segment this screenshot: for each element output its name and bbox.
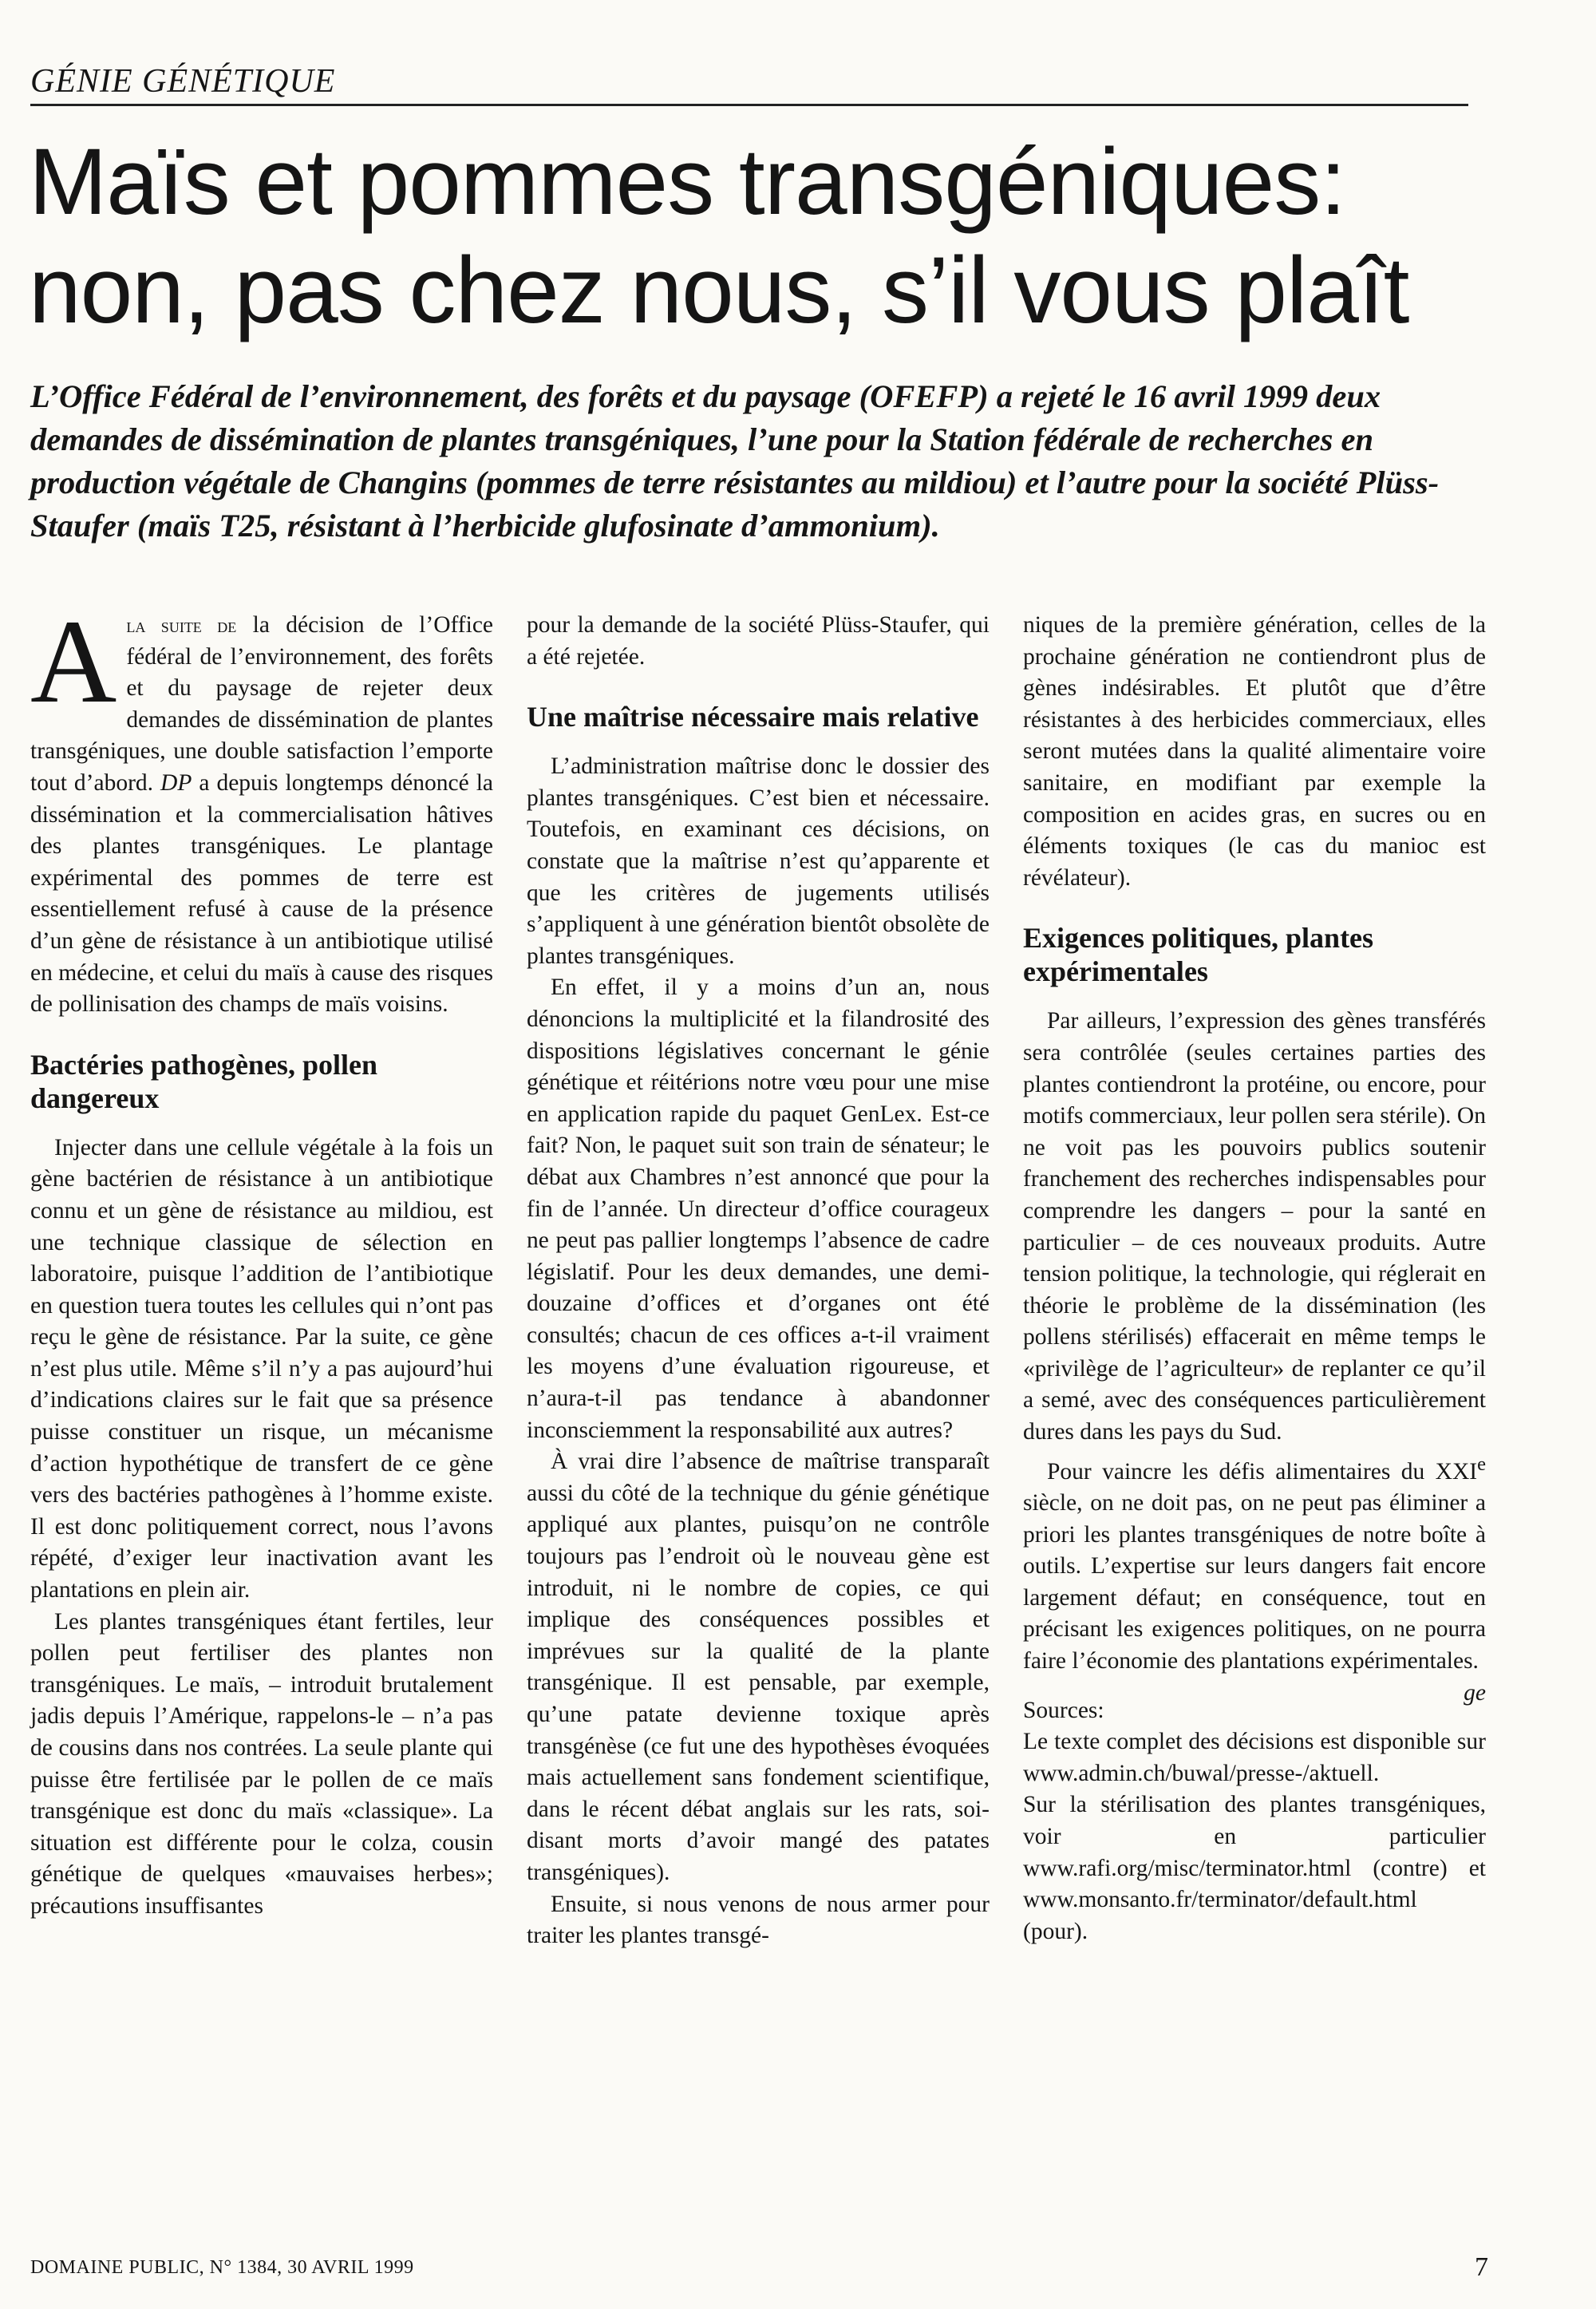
paragraph	[30, 595, 494, 1021]
article-title	[29, 128, 1545, 345]
author-signature: ge	[1464, 1679, 1486, 1706]
smallcaps-opening: la suite de	[126, 614, 237, 637]
source-item: Sur la stérilisation des plantes transgéniques, voir en particulier www.rafi.org/misc/terminator.html (contre) et www.monsanto.fr/terminator/default.html (pour).	[1023, 1792, 1486, 1944]
title-line-2: non, pas chez nous, s’il vous plaît	[29, 238, 1409, 343]
paragraph: niques de la première génération, celles de la prochaine génération ne contiendront plus de gènes indésirables. Et plutôt que d’être résistantes à des herbicides commerciaux, elles seront mutées dans la qualité alimentaire voire sanitaire, en modifiant par exemple la composition en acides gras, en sucres ou en éléments toxiques (le cas du manioc est révélateur).	[1023, 612, 1486, 891]
title-line-1: Maïs et pommes transgéniques:	[29, 129, 1346, 235]
paragraph: Ensuite, si nous venons de nous armer pour traiter les plantes transgé-	[527, 1891, 990, 1949]
column-2	[527, 610, 990, 1952]
paragraph: pour la demande de la société Plüss-Staufer, qui a été rejetée.	[527, 612, 990, 670]
superscript: e	[1477, 1453, 1486, 1475]
footer-publication: DOMAINE PUBLIC, N° 1384, 30 AVRIL 1999	[30, 2257, 414, 2278]
sources-label: Sources:	[1023, 1697, 1104, 1723]
paragraph: Par ailleurs, l’expression des gènes transférés sera contrôlée (seules certaines parties des plantes contiendront la protéine, ou encore, pour motifs commerciaux, leur pollen sera stérile). On ne voit pas les pouvoirs publics soutenir franchement des recherches indispensables pour comprendre les dangers – pour la santé en particulier – de ces nouveaux produits. Autre tension politique, la technologie, qui réglerait en théorie le problème de la dissémination (les pollens stérilisés) effacerait en même temps le «privilège de l’agriculteur» de replanter ce qu’il a semé, avec des conséquences particulièrement dures dans les pays du Sud.	[1023, 1008, 1486, 1445]
column-3	[1023, 610, 1486, 1947]
subheading: Exigences politiques, plantes expérimentales	[1023, 922, 1374, 988]
paragraph: Injecter dans une cellule végétale à la fois un gène bactérien de résistance à un antibiotique connu et un gène de résistance au mildiou, est une technique classique de sélection en laboratoire, puisque l’addition de l’antibiotique en question tuera toutes les cellules qui n’ont pas reçu le gène de résistance. Par la suite, ce gène n’est plus utile. Même s’il n’y a pas aujourd’hui d’indications claires sur le fait que sa présence puisse constituer un risque, un mécanisme d’action hypothétique de transfert de ce gène vers des bactéries pathogènes à l’homme existe. Il est donc politiquement correct, nous l’avons répété, d’exiger leur inactivation avant les plantations en plein air.	[30, 1134, 493, 1603]
page-number: 7	[1475, 2252, 1488, 2282]
dropcap: A	[30, 595, 117, 728]
text: Pour vaincre les défis alimentaires du XXI	[1047, 1458, 1478, 1485]
source-item: Le texte complet des décisions est disponible sur www.admin.ch/buwal/presse-/aktuell.	[1023, 1729, 1486, 1786]
paragraph	[1023, 1449, 1486, 1706]
text: a depuis longtemps dénoncé la dissémination et la commercialisation hâtives des plantes transgéniques. Le plantage expérimental des pommes de terre est essentiellement refusé à cause de la présence d’un gène de résistance à un antibiotique utilisé en médecine, et celui du maïs à cause des risques de pollinisation des champs de maïs voisins.	[30, 769, 493, 1018]
subheading: Bactéries pathogènes, pollen dangereux	[30, 1048, 377, 1114]
section-rubric: GÉNIE GÉNÉTIQUE	[30, 62, 1468, 106]
paragraph: En effet, il y a moins d’un an, nous dénoncions la multiplicité et la filandrosité des dispositions législatives concernant le génie génétique et réitérions notre vœu pour une mise en application rapide du paquet GenLex. Est-ce fait? Non, le paquet suit son train de sénateur; le débat aux Chambres n’est annoncé que pour la fin de l’année. Un directeur d’office courageux ne peut pas pallier longtemps l’absence de cadre législatif. Pour les deux demandes, une demi-douzaine d’offices et d’organes ont été consultés; chacun de ces offices a-t-il vraiment les moyens d’une évaluation rigoureuse, et n’aura-t-il pas tendance à abandonner inconsciemment la responsabilité aux autres?	[527, 975, 990, 1443]
paragraph: À vrai dire l’absence de maîtrise transparaît aussi du côté de la technique du génie génétique appliqué aux plantes, puisqu’on ne contrôle toujours pas l’endroit où le nouveau gène est introduit, ni le nombre de copies, ce qui implique des conséquences possibles et imprévues sur la qualité de la plante transgénique. Il est pensable, par exemple, qu’une patate devienne toxique après transgénèse (ce fut une des hypothèses évoquées mais actuellement sans fondement scientifique, dans le récent débat anglais sur les rats, soi-disant morts d’avoir mangé des patates transgéniques).	[527, 1449, 990, 1885]
text: siècle, on ne doit pas, on ne peut pas éliminer a priori les plantes transgéniques de notre boîte à outils. L’expertise sur leurs dangers fait encore largement défaut; en conséquence, tout en précisant les exigences politiques, on ne pourra faire l’économie des plantations expérimentales.	[1023, 1490, 1486, 1674]
publication-abbrev: DP	[160, 769, 192, 796]
paragraph: L’administration maîtrise donc le dossier des plantes transgéniques. C’est bien et nécessaire. Toutefois, en examinant ces décisions, on constate que la maîtrise n’est qu’apparente et que les critères de jugements utilisés s’appliquent à une génération bientôt obsolète de plantes transgéniques.	[527, 753, 990, 969]
article-lead: L’Office Fédéral de l’environnement, des forêts et du paysage (OFEFP) a rejeté le 16 avril 1999 deux demandes de dissémination de plantes transgéniques, l’une pour la Station fédérale de recherches en production végétale de Changins (pommes de terre résistantes au mildiou) et l’autre pour la société Plüss-Staufer (maïs T25, résistant à l’herbicide glufosinate d’ammonium).	[30, 378, 1440, 544]
text: la décision de l’Office fédéral de l’environnement, des forêts et du paysage de rejeter deux demandes de dissémination de plantes transgéniques, une double satisfaction l’emporte tout d’abord.	[30, 612, 494, 796]
paragraph: Les plantes transgéniques étant fertiles, leur pollen peut fertiliser des plantes non transgéniques. Le maïs, – introduit brutalement jadis depuis l’Amérique, rappelons-le – n’a pas de cousins dans nos contrées. La seule plante qui puisse être fertilisée par le pollen de ce maïs transgénique est donc du maïs «classique». La situation est différente pour le colza, cousin génétique de quelques «mauvaises herbes»; précautions insuffisantes	[30, 1608, 493, 1919]
sources-block	[1023, 1695, 1486, 1948]
column-1	[30, 595, 494, 1923]
subheading: Une maîtrise nécessaire mais relative	[527, 701, 979, 733]
